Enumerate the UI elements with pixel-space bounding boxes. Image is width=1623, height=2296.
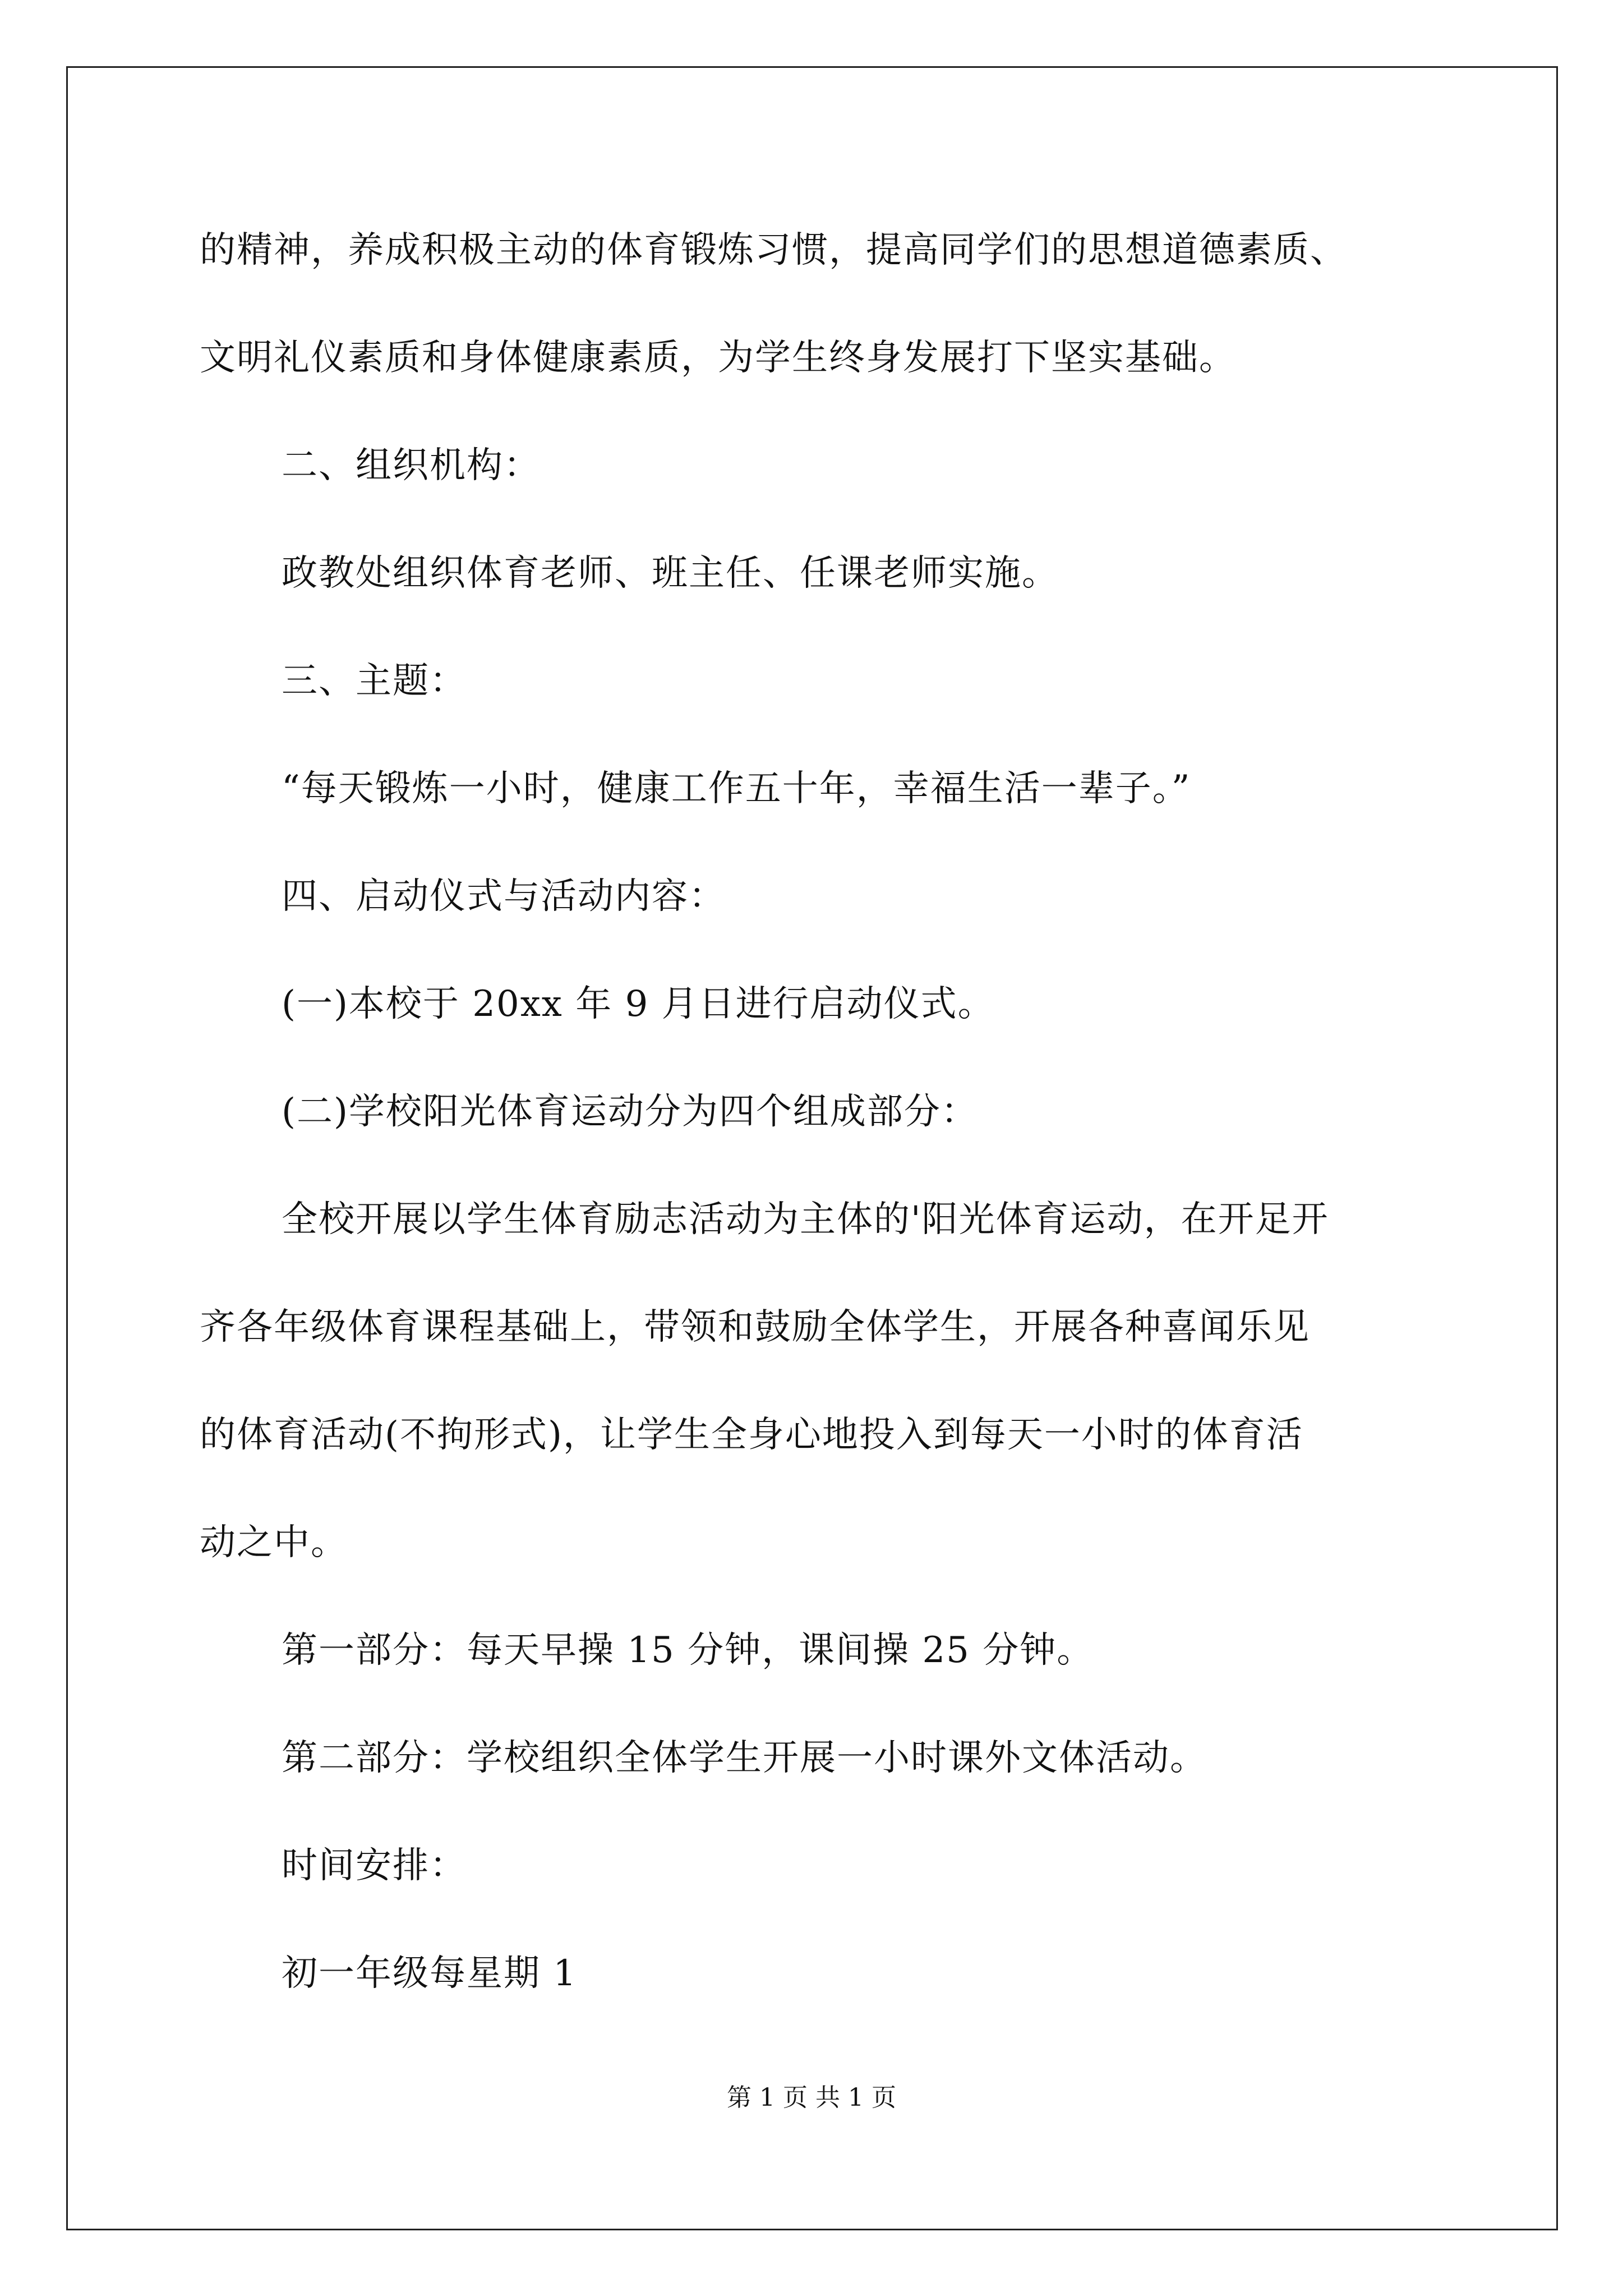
page-border	[66, 66, 1558, 2230]
body-line-17: 初一年级每星期 1	[282, 1953, 578, 1994]
body-line-14: 第一部分：每天早操 15 分钟，课间操 25 分钟。	[282, 1630, 1094, 1671]
page-footer: 第 1 页 共 1 页	[727, 2083, 896, 2112]
section-heading-organization: 二、组织机构：	[282, 445, 541, 486]
theme-quote: “每天锻炼一小时，健康工作五十年，幸福生活一辈子。”	[282, 768, 1191, 809]
body-line-1: 的精神，养成积极主动的体育锻炼习惯，提高同学们的思想道德素质、	[200, 229, 1347, 271]
body-line-10: 全校开展以学生体育励志活动为主体的'阳光体育运动，在开足开	[282, 1199, 1329, 1240]
section-heading-activities: 四、启动仪式与活动内容：	[282, 876, 726, 917]
body-line-2: 文明礼仪素质和身体健康素质，为学生终身发展打下坚实基础。	[200, 337, 1236, 379]
body-line-8: (一)本校于 20xx 年 9 月日进行启动仪式。	[282, 983, 995, 1025]
body-line-13: 动之中。	[200, 1522, 348, 1563]
body-line-15: 第二部分：学校组织全体学生开展一小时课外文体活动。	[282, 1737, 1207, 1779]
body-line-4: 政教处组织体育老师、班主任、任课老师实施。	[282, 553, 1059, 594]
body-line-12: 的体育活动(不拘形式)，让学生全身心地投入到每天一小时的体育活	[200, 1414, 1303, 1456]
section-heading-theme: 三、主题：	[282, 660, 467, 702]
body-line-16: 时间安排：	[282, 1845, 467, 1887]
body-line-9: (二)学校阳光体育运动分为四个组成部分：	[282, 1091, 978, 1133]
body-line-11: 齐各年级体育课程基础上，带领和鼓励全体学生，开展各种喜闻乐见	[200, 1306, 1310, 1348]
